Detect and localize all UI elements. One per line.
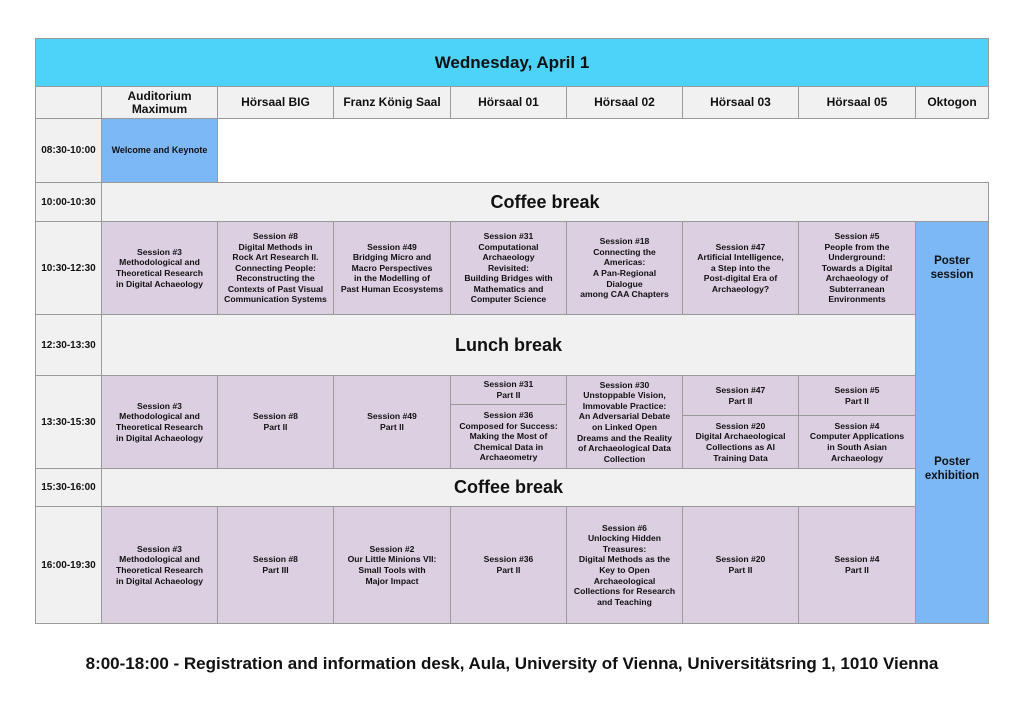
session-cell: Session #4 Computer Applications in South Asian Archaeology	[798, 415, 916, 469]
session-cell: Session #4 Part II	[798, 506, 916, 624]
session-cell: Session #8 Part III	[217, 506, 334, 624]
session-cell: Session #47 Artificial Intelligence, a Step into the Post-digital Era of Archaeology?	[682, 221, 799, 315]
coffee-break-morning: Coffee break	[101, 182, 989, 222]
time-slot: 10:30-12:30	[35, 221, 102, 315]
room-header-horsaal-05: Hörsaal 05	[798, 86, 916, 119]
session-cell: Session #31 Part II	[450, 375, 567, 405]
time-slot: 10:00-10:30	[35, 182, 102, 222]
room-header-auditorium-maximum: Auditorium Maximum	[101, 86, 218, 119]
session-cell: Session #6 Unlocking Hidden Treasures: Digital Methods as the Key to Open Archaeological Collections for Research and Teaching	[566, 506, 683, 624]
coffee-break-afternoon: Coffee break	[101, 468, 916, 507]
session-cell: Session #20 Digital Archaeological Collections as AI Training Data	[682, 415, 799, 469]
room-header-oktogon: Oktogon	[915, 86, 989, 119]
room-header-horsaal-02: Hörsaal 02	[566, 86, 683, 119]
session-cell: Session #30 Unstoppable Vision, Immovable Practice: An Adversarial Debate on Linked Open Dreams and the Reality of Archaeological Data Collection	[566, 375, 683, 469]
session-cell: Session #3 Methodological and Theoretical Research in Digital Achaeology	[101, 375, 218, 469]
session-cell: Session #8 Part II	[217, 375, 334, 469]
time-slot: 13:30-15:30	[35, 375, 102, 469]
session-cell: Session #49 Part II	[333, 375, 451, 469]
time-slot: 16:00-19:30	[35, 506, 102, 624]
session-cell: Session #8 Digital Methods in Rock Art Research II. Connecting People: Reconstructing the Contexts of Past Visual Communication Systems	[217, 221, 334, 315]
session-cell: Session #31 Computational Archaeology Revisited: Building Bridges with Mathematics and Computer Science	[450, 221, 567, 315]
room-header-horsaal-01: Hörsaal 01	[450, 86, 567, 119]
time-slot: 12:30-13:30	[35, 314, 102, 376]
session-cell: Session #36 Part II	[450, 506, 567, 624]
session-cell: Session #47 Part II	[682, 375, 799, 416]
session-cell: Session #3 Methodological and Theoretical Research in Digital Achaeology	[101, 221, 218, 315]
poster-session-cell: Poster session	[915, 221, 989, 315]
time-slot: 15:30-16:00	[35, 468, 102, 507]
session-cell: Session #36 Composed for Success: Making the Most of Chemical Data in Archaeometry	[450, 404, 567, 469]
welcome-keynote-cell: Welcome and Keynote	[101, 118, 218, 183]
session-cell: Session #20 Part II	[682, 506, 799, 624]
room-header-franz-konig-saal: Franz König Saal	[333, 86, 451, 119]
session-cell: Session #18 Connecting the Americas: A Pan-Regional Dialogue among CAA Chapters	[566, 221, 683, 315]
poster-exhibition-cell: Poster exhibition	[915, 314, 989, 624]
time-slot: 08:30-10:00	[35, 118, 102, 183]
session-cell: Session #2 Our Little Minions VII: Small Tools with Major Impact	[333, 506, 451, 624]
registration-info-footer: 8:00-18:00 - Registration and information desk, Aula, University of Vienna, Universitätsring 1, 1010 Vienna	[85, 654, 939, 673]
lunch-break: Lunch break	[101, 314, 916, 376]
session-cell: Session #3 Methodological and Theoretical Research in Digital Achaeology	[101, 506, 218, 624]
corner-cell	[35, 86, 102, 119]
session-cell: Session #49 Bridging Micro and Macro Perspectives in the Modelling of Past Human Ecosystems	[333, 221, 451, 315]
session-cell: Session #5 Part II	[798, 375, 916, 416]
room-header-horsaal-big: Hörsaal BIG	[217, 86, 334, 119]
session-cell: Session #5 People from the Underground: Towards a Digital Archaeology of Subterranean Environments	[798, 221, 916, 315]
day-title: Wednesday, April 1	[35, 38, 989, 87]
room-header-horsaal-03: Hörsaal 03	[682, 86, 799, 119]
